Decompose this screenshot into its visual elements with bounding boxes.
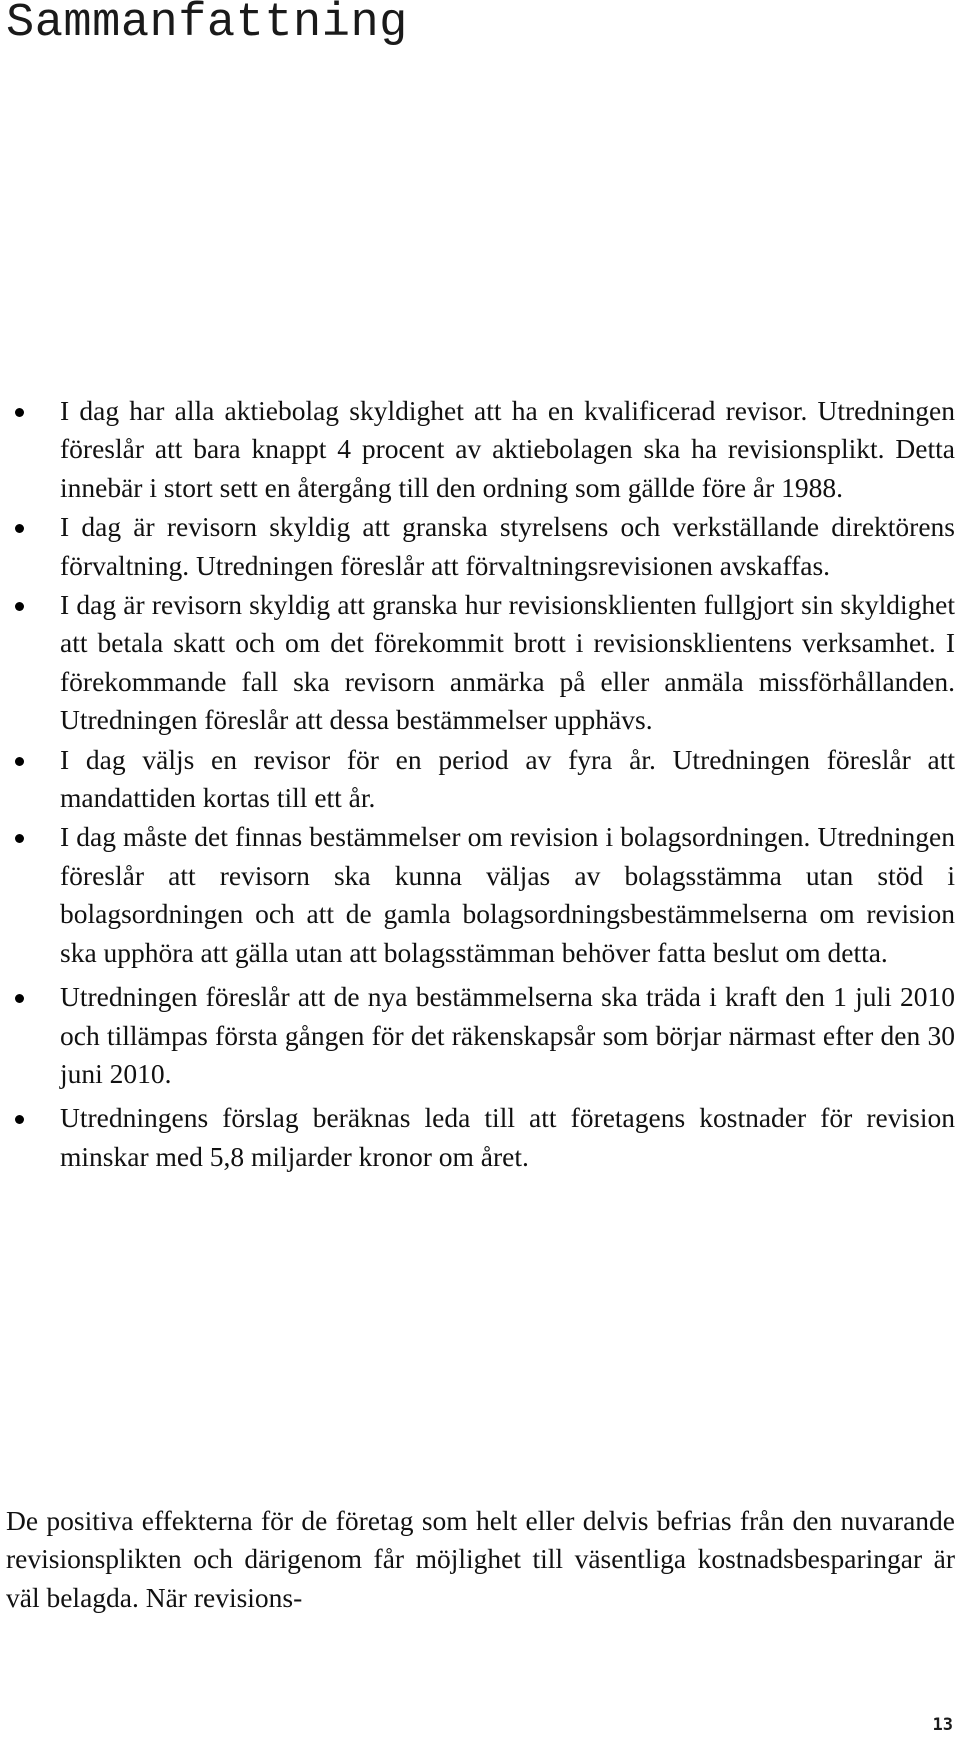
bullet-icon xyxy=(15,1115,24,1124)
bullet-item-6 xyxy=(0,978,955,1093)
bullet-icon xyxy=(15,834,24,843)
bullet-text: I dag måste det finnas bestämmelser om revision i bolagsordningen. Utredningen föreslår att revisorn ska kunna väljas av bolagsstämma utan stöd i bolagsordningen och att de gamla bolagsordningsbestämmelserna om revision ska upphöra att gälla utan att bolagsstämman behöver fatta beslut om detta. xyxy=(60,821,955,968)
bullet-item-4 xyxy=(0,741,955,818)
bullet-item-7 xyxy=(0,1099,955,1176)
page-number: 13 xyxy=(932,1715,953,1735)
bullet-icon xyxy=(15,408,24,417)
bullet-item-3 xyxy=(0,586,955,740)
bullet-item-5 xyxy=(0,818,955,972)
bullet-text: I dag är revisorn skyldig att granska hur revisionsklienten fullgjort sin skyldighet att betala skatt och om det förekommit brott i revisionsklientens verksamhet. I förekommande fall ska revisorn anmärka på eller anmäla missförhållanden. Utredningen föreslår att dessa bestämmelser upphävs. xyxy=(60,589,955,736)
bullet-item-1 xyxy=(0,392,955,507)
page-heading: Sammanfattning xyxy=(6,0,408,50)
bullet-icon xyxy=(15,602,24,611)
bullet-icon xyxy=(15,757,24,766)
bullet-text: Utredningen föreslår att de nya bestämmelserna ska träda i kraft den 1 juli 2010 och tillämpas första gången för det räkenskapsår som börjar närmast efter den 30 juni 2010. xyxy=(60,981,955,1089)
bullet-text: Utredningens förslag beräknas leda till att företagens kostnader för revision minskar med 5,8 miljarder kronor om året. xyxy=(60,1102,955,1172)
bullet-text: I dag väljs en revisor för en period av fyra år. Utredningen föreslår att mandattiden kortas till ett år. xyxy=(60,743,955,814)
bullet-text: I dag är revisorn skyldig att granska styrelsens och verkställande direktörens förvaltning. Utredningen föreslår att förvaltningsrevisionen avskaffas. xyxy=(60,511,955,581)
body-paragraph: De positiva effekterna för de företag som helt eller delvis befrias från den nuvarande revisionsplikten och därigenom får möjlighet till väsentliga kostnadsbesparingar är väl belagda. När revisions- xyxy=(6,1505,955,1613)
summary-bullet-list xyxy=(0,392,960,1176)
bullet-text: I dag har alla aktiebolag skyldighet att ha en kvalificerad revisor. Utredningen föreslår att bara knappt 4 procent av aktiebolagen ska ha revisionsplikt. Detta innebär i stort sett en återgång till den ordning som gällde före år 1988. xyxy=(60,395,955,503)
bullet-icon xyxy=(15,994,24,1003)
bullet-item-2 xyxy=(0,508,955,585)
bullet-icon xyxy=(15,524,24,533)
